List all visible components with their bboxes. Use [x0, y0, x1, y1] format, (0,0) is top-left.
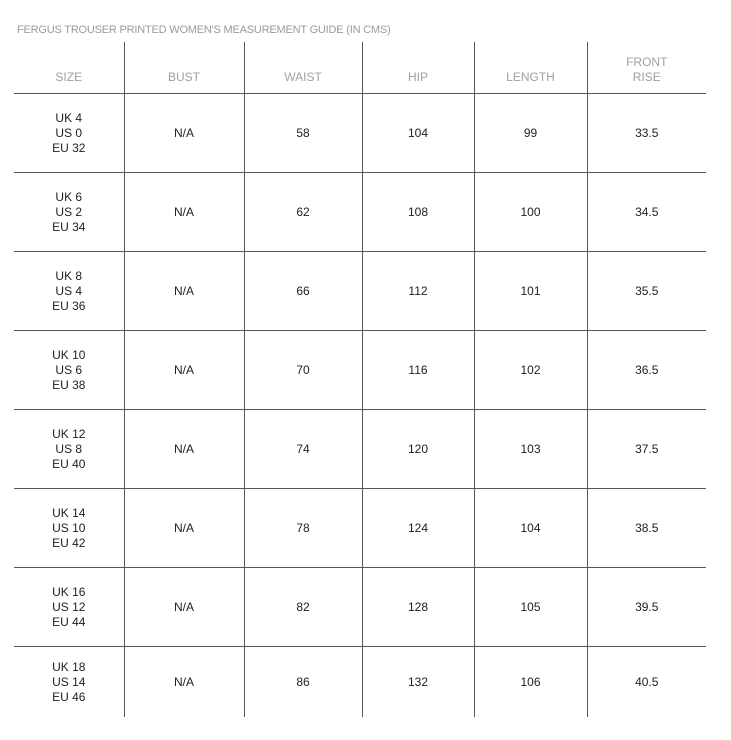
column-header-bust: BUST: [124, 42, 244, 94]
table-row: [14, 489, 706, 568]
cell-hip: 132: [362, 647, 474, 718]
size-label: UK 12: [52, 426, 86, 441]
cell-front-rise: 37.5: [587, 410, 706, 489]
cell-waist: 82: [244, 568, 362, 647]
table-row: [14, 331, 706, 410]
size-label: US 4: [55, 283, 83, 298]
measurement-table: [14, 42, 706, 717]
cell-waist: 70: [244, 331, 362, 410]
table-row: [14, 94, 706, 173]
size-label: UK 4: [55, 110, 83, 125]
cell-size: [14, 94, 124, 173]
cell-front-rise: 40.5: [587, 647, 706, 718]
cell-waist: 86: [244, 647, 362, 718]
size-label: UK 8: [55, 268, 83, 283]
cell-bust: N/A: [124, 647, 244, 718]
cell-waist: 66: [244, 252, 362, 331]
table-row: [14, 647, 706, 718]
column-header-front-rise: FRONT RISE: [587, 42, 706, 94]
cell-length: 106: [474, 647, 587, 718]
size-label: US 0: [55, 125, 83, 140]
header-row: [14, 42, 706, 94]
cell-length: 99: [474, 94, 587, 173]
column-header-length: LENGTH: [474, 42, 587, 94]
size-label: US 10: [52, 520, 86, 535]
cell-hip: 104: [362, 94, 474, 173]
cell-size: [14, 568, 124, 647]
size-label: EU 44: [52, 614, 86, 629]
cell-hip: 120: [362, 410, 474, 489]
cell-size: [14, 647, 124, 718]
size-label: EU 40: [52, 456, 86, 471]
cell-bust: N/A: [124, 94, 244, 173]
cell-length: 105: [474, 568, 587, 647]
cell-size: [14, 173, 124, 252]
cell-front-rise: 35.5: [587, 252, 706, 331]
cell-bust: N/A: [124, 410, 244, 489]
cell-length: 104: [474, 489, 587, 568]
page-title: FERGUS TROUSER PRINTED WOMEN'S MEASUREMENT GUIDE (IN CMS): [17, 24, 391, 36]
cell-size: [14, 331, 124, 410]
cell-bust: N/A: [124, 173, 244, 252]
size-label: EU 42: [52, 535, 86, 550]
size-label: UK 6: [55, 189, 83, 204]
table-row: [14, 410, 706, 489]
size-label: UK 18: [52, 659, 86, 674]
cell-size: [14, 410, 124, 489]
cell-waist: 58: [244, 94, 362, 173]
size-label: UK 10: [52, 347, 86, 362]
cell-front-rise: 36.5: [587, 331, 706, 410]
cell-length: 100: [474, 173, 587, 252]
cell-waist: 78: [244, 489, 362, 568]
cell-front-rise: 38.5: [587, 489, 706, 568]
size-label: EU 36: [52, 298, 86, 313]
table-row: [14, 568, 706, 647]
cell-front-rise: 34.5: [587, 173, 706, 252]
table-row: [14, 173, 706, 252]
size-label: EU 38: [52, 377, 86, 392]
cell-hip: 108: [362, 173, 474, 252]
size-label: US 2: [55, 204, 83, 219]
cell-bust: N/A: [124, 489, 244, 568]
size-label: EU 32: [52, 140, 86, 155]
size-label: UK 16: [52, 584, 86, 599]
cell-front-rise: 33.5: [587, 94, 706, 173]
cell-hip: 112: [362, 252, 474, 331]
cell-waist: 62: [244, 173, 362, 252]
size-label: US 14: [52, 674, 86, 689]
cell-size: [14, 489, 124, 568]
cell-length: 101: [474, 252, 587, 331]
size-label: US 6: [55, 362, 83, 377]
cell-hip: 124: [362, 489, 474, 568]
cell-size: [14, 252, 124, 331]
cell-hip: 128: [362, 568, 474, 647]
cell-front-rise: 39.5: [587, 568, 706, 647]
cell-waist: 74: [244, 410, 362, 489]
cell-bust: N/A: [124, 331, 244, 410]
cell-hip: 116: [362, 331, 474, 410]
size-label: UK 14: [52, 505, 86, 520]
size-label: EU 46: [52, 689, 86, 704]
column-header-hip: HIP: [362, 42, 474, 94]
column-header-size: SIZE: [14, 42, 124, 94]
size-label: US 12: [52, 599, 86, 614]
cell-bust: N/A: [124, 252, 244, 331]
size-label: US 8: [55, 441, 83, 456]
size-label: EU 34: [52, 219, 86, 234]
cell-length: 102: [474, 331, 587, 410]
cell-length: 103: [474, 410, 587, 489]
cell-bust: N/A: [124, 568, 244, 647]
column-header-waist: WAIST: [244, 42, 362, 94]
table-row: [14, 252, 706, 331]
